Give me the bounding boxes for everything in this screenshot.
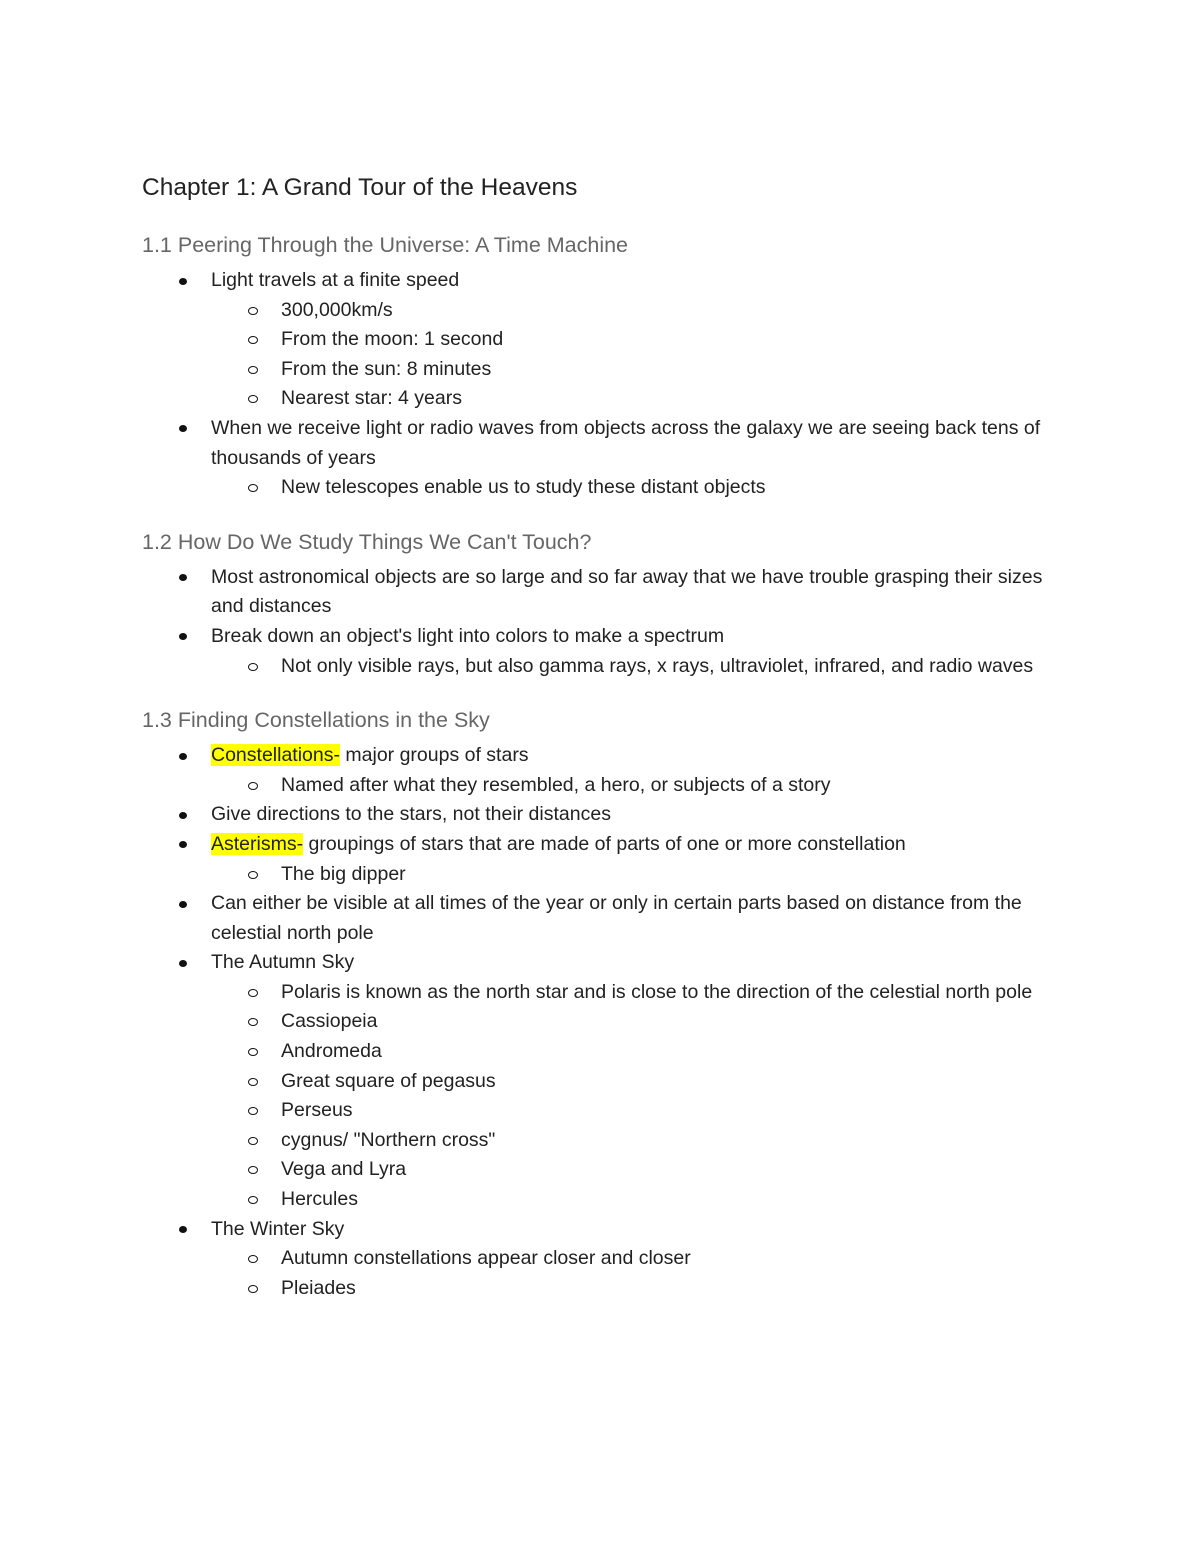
list-item <box>142 800 1072 830</box>
sub-list-item-text: From the sun: 8 minutes <box>281 357 492 380</box>
sub-list-item-text: Hercules <box>281 1188 358 1211</box>
hollow-bullet-icon <box>248 1018 258 1026</box>
section-heading: 1.1 Peering Through the Universe: A Time Machine <box>142 233 629 257</box>
bullet-icon <box>179 633 187 640</box>
hollow-bullet-icon <box>248 1048 258 1056</box>
sub-list-item-text: The big dipper <box>281 862 406 885</box>
list-item <box>142 414 1072 503</box>
sub-list-item <box>210 325 1072 355</box>
list-item <box>142 830 1072 889</box>
sub-list-item-text: Autumn constellations appear closer and closer <box>281 1247 691 1270</box>
bullet-icon <box>179 753 187 760</box>
list-item <box>142 889 1072 948</box>
highlighted-term: Asterisms- <box>211 832 304 855</box>
bullet-icon <box>179 841 187 848</box>
sub-list-item <box>210 1274 1072 1304</box>
bullet-list <box>142 266 1072 503</box>
hollow-bullet-icon <box>248 336 258 344</box>
sub-list-item-text: Great square of pegasus <box>281 1069 496 1092</box>
sub-list-item <box>210 1244 1072 1274</box>
list-item <box>142 1215 1072 1304</box>
sub-list-item <box>210 1096 1072 1126</box>
hollow-bullet-icon <box>248 1137 258 1145</box>
sub-list-item-text: From the moon: 1 second <box>281 328 504 351</box>
section-heading: 1.3 Finding Constellations in the Sky <box>142 708 490 733</box>
bullet-icon <box>179 960 187 967</box>
list-item <box>142 622 1072 681</box>
hollow-bullet-icon <box>248 395 258 403</box>
sub-list-item-text: Not only visible rays, but also gamma rays, x rays, ultraviolet, infrared, and radio waves <box>281 654 1034 677</box>
list-item-text: major groups of stars <box>339 744 529 767</box>
hollow-bullet-icon <box>248 484 258 492</box>
sub-list <box>211 473 1072 503</box>
sub-list-item <box>210 1037 1072 1067</box>
list-item <box>142 266 1072 414</box>
section <box>142 703 1072 1303</box>
hollow-bullet-icon <box>248 1285 258 1293</box>
bullet-icon <box>179 425 187 432</box>
sub-list-item <box>210 1067 1072 1097</box>
sub-list-item-text: Cassiopeia <box>281 1010 378 1033</box>
section-heading: 1.2 How Do We Study Things We Can't Touch? <box>142 529 592 554</box>
sub-list-item <box>210 978 1072 1008</box>
sub-list <box>211 652 1072 682</box>
sub-list-item-text: Pleiades <box>281 1276 356 1299</box>
sub-list <box>211 978 1072 1215</box>
list-item <box>142 741 1072 800</box>
list-item-text: The Winter Sky <box>211 1217 345 1240</box>
bullet-icon <box>179 574 187 581</box>
hollow-bullet-icon <box>248 1078 258 1086</box>
bullet-list <box>142 741 1072 1303</box>
sub-list-item-text: New telescopes enable us to study these distant objects <box>281 476 766 499</box>
hollow-bullet-icon <box>248 307 258 315</box>
hollow-bullet-icon <box>248 871 258 879</box>
sub-list-item <box>210 1155 1072 1185</box>
bullet-icon <box>179 1226 187 1233</box>
sub-list-item <box>210 355 1072 385</box>
hollow-bullet-icon <box>248 1196 258 1204</box>
sub-list-item <box>210 860 1072 890</box>
sub-list-item-text: Andromeda <box>281 1040 382 1063</box>
list-item-text: The Autumn Sky <box>211 951 355 974</box>
sub-list-item <box>210 384 1072 414</box>
list-item <box>142 563 1072 622</box>
sections-container <box>142 228 1072 1303</box>
hollow-bullet-icon <box>248 989 258 997</box>
page-title: Chapter 1: A Grand Tour of the Heavens <box>142 174 578 201</box>
list-item <box>142 948 1072 1214</box>
sub-list <box>211 1244 1072 1303</box>
sub-list-item-text: Polaris is known as the north star and is close to the direction of the celestial north pole <box>281 980 1033 1003</box>
hollow-bullet-icon <box>248 1107 258 1115</box>
sub-list-item-text: Named after what they resembled, a hero, or subjects of a story <box>281 773 831 796</box>
sub-list <box>211 296 1072 414</box>
hollow-bullet-icon <box>248 1166 258 1174</box>
sub-list-item-text: 300,000km/s <box>281 298 393 321</box>
sub-list-item-text: cygnus/ "Northern cross" <box>281 1128 496 1151</box>
bullet-list <box>142 563 1072 681</box>
list-item-text: When we receive light or radio waves from objects across the galaxy we are seeing back tens of thousands of years <box>211 416 1041 469</box>
list-item-text: Light travels at a finite speed <box>211 269 460 291</box>
sub-list-item <box>210 1007 1072 1037</box>
sub-list-item <box>210 473 1072 503</box>
list-item-text: Can either be visible at all times of the year or only in certain parts based on distance from the celestial north pole <box>211 892 1022 944</box>
section <box>142 525 1072 681</box>
hollow-bullet-icon <box>248 366 258 374</box>
sub-list-item-text: Vega and Lyra <box>281 1158 407 1181</box>
document-page <box>142 168 1072 1325</box>
hollow-bullet-icon <box>248 782 258 790</box>
sub-list-item <box>210 1126 1072 1156</box>
bullet-icon <box>179 812 187 819</box>
list-item-text: groupings of stars that are made of parts of one or more constellation <box>303 832 906 855</box>
sub-list-item <box>210 1185 1072 1215</box>
bullet-icon <box>179 901 187 908</box>
list-item-text: Give directions to the stars, not their distances <box>211 803 611 826</box>
hollow-bullet-icon <box>248 1255 258 1263</box>
sub-list-item <box>210 296 1072 326</box>
sub-list-item-text: Nearest star: 4 years <box>281 387 462 410</box>
sub-list <box>211 860 1072 890</box>
sub-list-item-text: Perseus <box>281 1099 353 1122</box>
section <box>142 228 1072 503</box>
highlighted-term: Constellations- <box>211 744 340 767</box>
hollow-bullet-icon <box>248 663 258 671</box>
list-item-text: Most astronomical objects are so large and so far away that we have trouble grasping their sizes and distances <box>211 565 1043 618</box>
sub-list-item <box>210 771 1072 801</box>
sub-list <box>211 771 1072 801</box>
sub-list-item <box>210 652 1072 682</box>
list-item-text: Break down an object's light into colors to make a spectrum <box>211 624 725 647</box>
bullet-icon <box>179 278 187 285</box>
